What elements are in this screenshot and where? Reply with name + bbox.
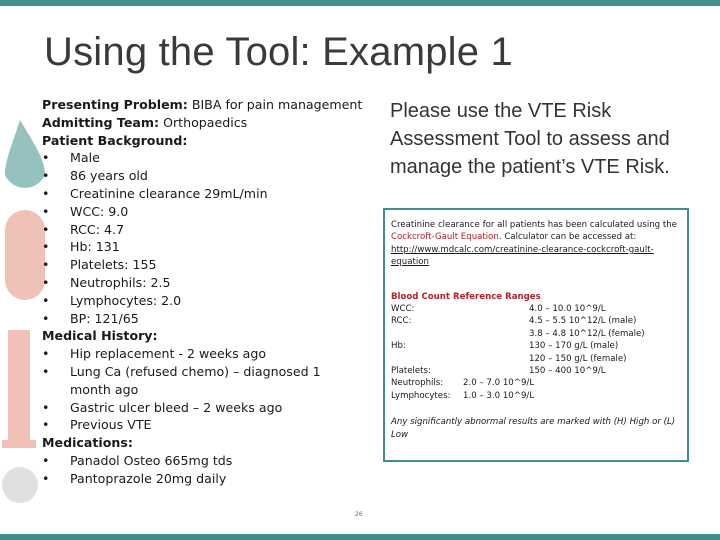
slide-title: Using the Tool: Example 1 [44,30,513,74]
syringe-plunger-icon [2,440,36,448]
list-item [42,203,362,221]
creatinine-clearance-note: Creatinine clearance for all patients has been calculated using the Cockcroft-Gault Equation. Calculator can be accessed at: http://www.mdcalc.com/creatinine-clearance-cockcroft-gault-equation [391,220,677,268]
bullet-icon: • [42,239,50,255]
list-item [42,238,362,256]
top-accent-bar [0,0,720,6]
reference-range-label: Neutrophils: [391,378,444,389]
list-item [42,452,362,470]
reference-range-row [391,365,681,377]
list-item-text: Hb: 131 [70,239,120,255]
list-item [42,221,362,239]
list-item [42,167,362,185]
medical-history-list [42,345,362,434]
bullet-icon: • [42,346,50,362]
reference-range-label [391,328,529,340]
bullet-icon: • [42,363,50,379]
bullet-icon: • [42,274,50,290]
reference-ranges-title: Blood Count Reference Ranges [391,291,541,302]
list-item-text: BP: 121/65 [70,310,139,326]
bullet-icon: • [42,417,50,433]
presenting-problem: Presenting Problem: BIBA for pain management [42,97,363,112]
list-item-text: 86 years old [70,168,148,184]
list-item-text: Lung Ca (refused chemo) – diagnosed 1 month ago [70,363,321,397]
reference-range-value: 2.0 – 7.0 10^9/L [463,378,535,389]
bullet-icon: • [42,203,50,219]
bullet-icon: • [42,470,50,486]
bullet-icon: • [42,185,50,201]
instruction-text: Please use the VTE Risk Assessment Tool to assess and manage the patient’s VTE Risk. [390,100,670,178]
reference-range-label: Hb: [391,341,406,352]
medications-list [42,452,362,488]
list-item-text: Hip replacement - 2 weeks ago [70,346,267,362]
list-item [42,274,362,292]
list-item-text: Platelets: 155 [70,257,157,273]
reference-range-value: 3.8 – 4.8 10^12/L (female) [529,328,645,339]
list-item-text: Creatinine clearance 29mL/min [70,185,268,201]
list-item-text: Male [70,150,100,166]
list-item [42,399,362,417]
reference-range-value: 130 – 170 g/L (male) [529,341,619,352]
list-item [42,149,362,167]
bullet-icon: • [42,452,50,468]
list-item [42,292,362,310]
reference-range-label [391,353,529,365]
cockcroft-gault-label: Cockcroft-Gault Equation [391,232,499,243]
reference-range-row [391,390,681,402]
reference-range-value: 150 – 400 10^9/L [529,366,606,377]
bullet-icon: • [42,399,50,415]
patient-case-details [42,96,362,488]
list-item [42,185,362,203]
list-item-text: Panadol Osteo 665mg tds [70,452,233,468]
reference-ranges-list [391,303,681,377]
reference-info-box [383,208,689,462]
reference-range-row [391,353,681,365]
bottom-accent-bar [0,534,720,540]
list-item-text: Pantoprazole 20mg daily [70,470,227,486]
list-item-text: WCC: 9.0 [70,203,129,219]
patient-background-heading: Patient Background: [42,132,188,148]
list-item [42,363,362,399]
abnormal-results-note: Any significantly abnormal results are marked with (H) High or (L) Low [391,417,676,440]
list-item-text: Previous VTE [70,417,152,433]
reference-range-label: WCC: [391,304,415,315]
reference-range-value: 120 – 150 g/L (female) [529,353,627,364]
list-item-text: Neutrophils: 2.5 [70,274,171,290]
admitting-team: Admitting Team: Orthopaedics [42,114,248,130]
medications-heading: Medications: [42,435,133,451]
reference-ranges-narrow-list [391,377,681,402]
bullet-icon: • [42,257,50,273]
medical-history-heading: Medical History: [42,328,158,344]
bullet-icon: • [42,310,50,326]
capsule-icon [5,210,45,300]
list-item [42,470,362,488]
reference-range-row [391,328,681,340]
list-item [42,310,362,328]
bullet-icon: • [42,292,50,308]
reference-range-value: 4.5 – 5.5 10^12/L (male) [529,316,637,327]
list-item [42,345,362,363]
reference-range-row [391,377,681,389]
reference-range-row [391,303,681,315]
droplet-icon [5,120,45,188]
bullet-icon: • [42,221,50,237]
list-item [42,416,362,434]
list-item [42,256,362,274]
pill-icon [2,467,38,503]
reference-range-label: Platelets: [391,366,431,377]
list-item-text: RCC: 4.7 [70,221,124,237]
reference-range-row [391,340,681,352]
reference-range-label: RCC: [391,316,412,327]
list-item-text: Gastric ulcer bleed – 2 weeks ago [70,399,283,415]
calculator-link[interactable]: http://www.mdcalc.com/creatinine-clearance-cockcroft-gault-equation [391,244,654,268]
reference-range-value: 1.0 – 3.0 10^9/L [463,390,535,401]
page-number: 26 [355,511,363,518]
syringe-icon [8,330,30,440]
reference-range-row [391,315,681,327]
bullet-icon: • [42,168,50,184]
list-item-text: Lymphocytes: 2.0 [70,292,182,308]
patient-background-list [42,149,362,327]
reference-range-value: 4.0 – 10.0 10^9/L [529,304,606,315]
bullet-icon: • [42,150,50,166]
reference-range-label: Lymphocytes: [391,390,451,401]
